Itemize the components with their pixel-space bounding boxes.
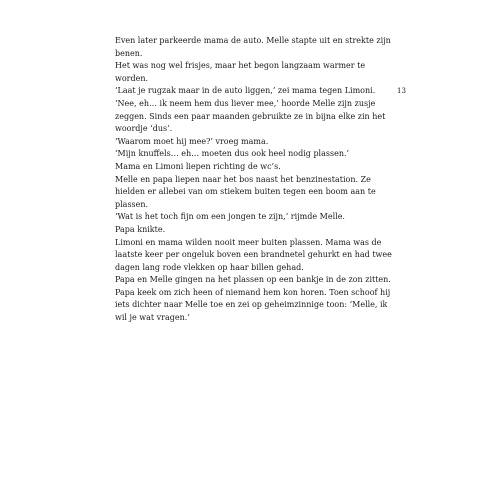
body-text <box>115 35 390 325</box>
text-line: ‘Mijn knuffels… eh… moeten dus ook heel nodig plassen.’ <box>115 149 350 159</box>
page-number: 13 <box>397 87 406 95</box>
text-line: Papa keek om zich heen of niemand hem kon horen. Toen schoof hij <box>115 287 391 297</box>
text-line: laatste keer per ongeluk boven een brandnetel gehurkt en had twee <box>115 250 392 260</box>
text-line: ‘Waarom moet hij mee?’ vroeg mama. <box>115 136 269 146</box>
text-line: Mama en Limoni liepen richting de wc’s. <box>115 161 281 171</box>
text-line: hielden er allebei van om stiekem buiten tegen een boom aan te <box>115 187 376 197</box>
text-line: wil je wat vragen.’ <box>115 313 190 323</box>
text-line: ‘Nee, eh… ik neem hem dus liever mee,’ hoorde Melle zijn zusje <box>115 98 376 108</box>
text-line: benen. <box>115 48 143 58</box>
text-line: Papa knikte. <box>115 224 166 234</box>
text-line: Even later parkeerde mama de auto. Melle stapte uit en strekte zijn <box>115 36 391 45</box>
text-line: ‘Laat je rugzak maar in de auto liggen,’ zei mama tegen Limoni. <box>115 86 376 96</box>
text-line: Het was nog wel frisjes, maar het begon langzaam warmer te <box>115 61 366 71</box>
text-line: dagen lang rode vlekken op haar billen gehad. <box>115 262 304 272</box>
text-line: Melle en papa liepen naar het bos naast het benzinestation. Ze <box>115 174 371 184</box>
text-line: woordje ‘dus’. <box>115 124 173 134</box>
text-line: worden. <box>115 73 149 83</box>
text-line: ‘Wat is het toch fijn om een jongen te zijn,’ rijmde Melle. <box>115 212 345 222</box>
text-line: Papa en Melle gingen na het plassen op een bankje in de zon zitten. <box>115 275 391 285</box>
text-line: iets dichter naar Melle toe en zei op geheimzinnige toon: ‘Melle, ik <box>115 300 388 310</box>
text-line: zeggen. Sinds een paar maanden gebruikte ze in bijna elke zin het <box>115 111 386 121</box>
text-line: plassen. <box>115 199 149 209</box>
text-line: Limoni en mama wilden nooit meer buiten plassen. Mama was de <box>115 237 382 247</box>
